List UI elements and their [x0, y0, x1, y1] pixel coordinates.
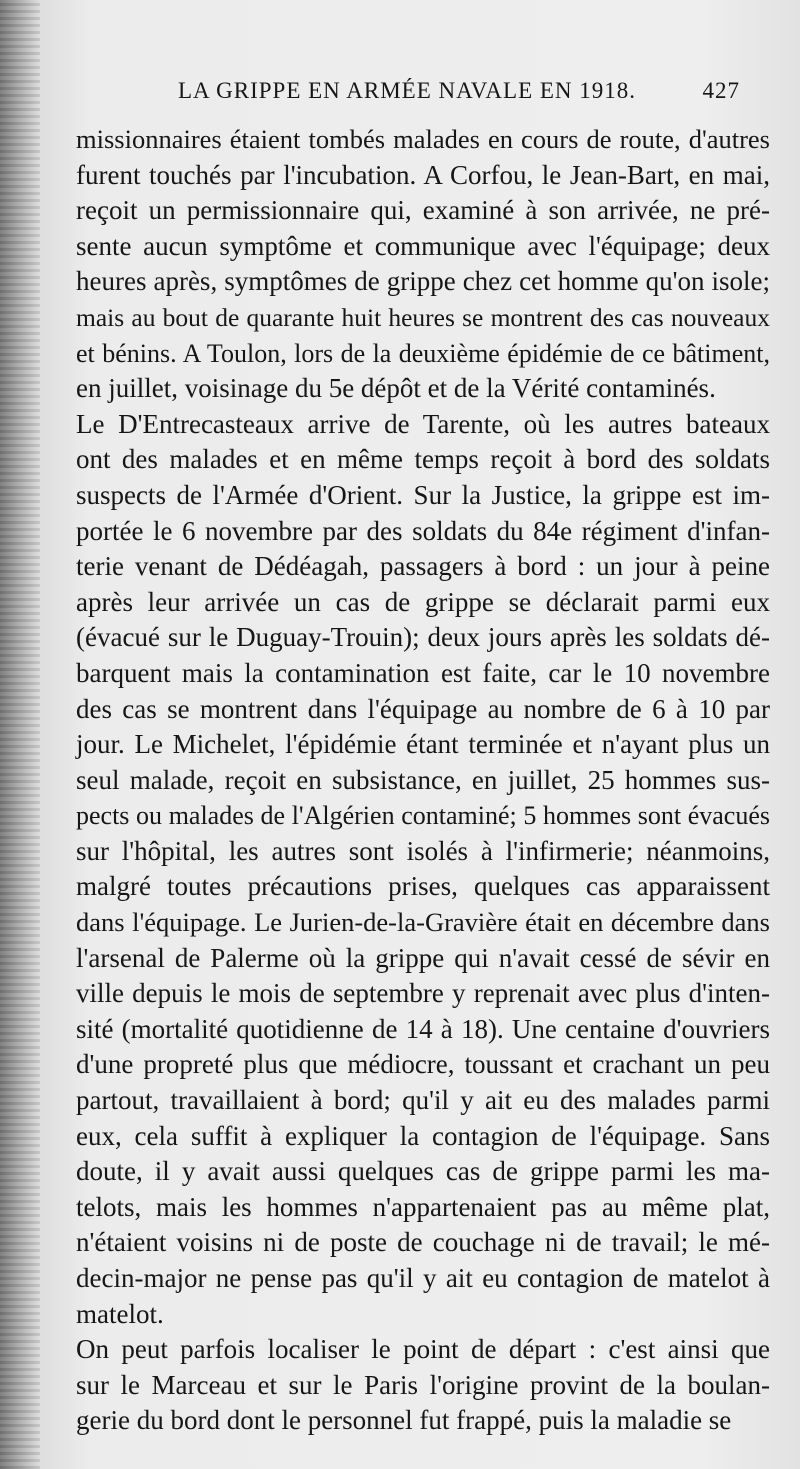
text-line: matelot.	[76, 1298, 164, 1329]
text-line: doute, il y avait aussi quelques cas de grippe parmi les ma-	[76, 1156, 770, 1187]
text-line: ont des malades et en même temps reçoit à bord des soldats	[76, 444, 770, 475]
text-line: reçoit un permissionnaire qui, examiné à son arrivée, ne pré-	[76, 195, 770, 226]
text-line: des cas se montrent dans l'équipage au nombre de 6 à 10 par	[76, 693, 770, 724]
text-line: Le D'Entrecasteaux arrive de Tarente, où les autres bateaux	[76, 408, 770, 439]
text-line: n'étaient voisins ni de poste de couchage ni de travail; le mé-	[76, 1227, 770, 1258]
text-line: dans l'équipage. Le Jurien-de-la-Gravière était en décembre dans	[76, 907, 770, 938]
text-line: portée le 6 novembre par des soldats du 84e régiment d'infan-	[76, 515, 770, 546]
text-line: et bénins. A Toulon, lors de la deuxième épidémie de ce bâtiment,	[76, 338, 770, 368]
text-line: furent touchés par l'incubation. A Corfou, le Jean-Bart, en mai,	[76, 159, 770, 190]
text-line: mais au bout de quarante huit heures se montrent des cas nouveaux	[76, 302, 770, 332]
text-line: l'arsenal de Palerme où la grippe qui n'avait cessé de sévir en	[76, 942, 770, 973]
paragraph-1	[44, 122, 770, 407]
text-line: (évacué sur le Duguay-Trouin); deux jours après les soldats dé-	[76, 622, 770, 653]
paragraph-2	[44, 407, 770, 1332]
text-line: d'une propreté plus que médiocre, toussant et crachant un peu	[76, 1049, 770, 1080]
text-line: partout, travaillaient à bord; qu'il y ait eu des malades parmi	[76, 1085, 770, 1116]
running-header	[150, 78, 740, 114]
text-line: eux, cela suffit à expliquer la contagion de l'équipage. Sans	[76, 1120, 770, 1151]
text-line: jour. Le Michelet, l'épidémie étant terminée et n'ayant plus un	[76, 729, 770, 760]
text-line: seul malade, reçoit en subsistance, en juillet, 25 hommes sus-	[76, 764, 770, 795]
text-line: ville depuis le mois de septembre y reprenait avec plus d'inten-	[76, 978, 770, 1009]
text-line: gerie du bord dont le personnel fut frappé, puis la maladie se	[76, 1405, 732, 1436]
text-line: malgré toutes précautions prises, quelques cas apparaissent	[76, 871, 770, 902]
page-number: 427	[702, 78, 740, 103]
text-line: heures après, symptômes de grippe chez cet homme qu'on isole;	[76, 266, 770, 297]
running-title: LA GRIPPE EN ARMÉE NAVALE EN 1918.	[178, 78, 637, 103]
text-line: pects ou malades de l'Algérien contaminé; 5 hommes sont évacués	[76, 801, 770, 831]
text-line: en juillet, voisinage du 5e dépôt et de la Vérité contaminés.	[76, 373, 716, 404]
text-line: sur l'hôpital, les autres sont isolés à l'infirmerie; néanmoins,	[76, 835, 770, 866]
text-line: missionnaires étaient tombés malades en cours de route, d'autres	[76, 124, 770, 154]
text-line: sité (mortalité quotidienne de 14 à 18). Une centaine d'ouvriers	[76, 1013, 770, 1044]
text-line: barquent mais la contamination est faite, car le 10 novembre	[76, 657, 770, 688]
text-line: telots, mais les hommes n'appartenaient pas au même plat,	[76, 1191, 770, 1222]
text-line: après leur arrivée un cas de grippe se déclarait parmi eux	[76, 586, 770, 617]
text-line: suspects de l'Armée d'Orient. Sur la Justice, la grippe est im-	[76, 479, 770, 510]
body-text	[44, 122, 770, 1439]
text-line: decin-major ne pense pas qu'il y ait eu contagion de matelot à	[76, 1263, 770, 1293]
text-line: On peut parfois localiser le point de départ : c'est ainsi que	[76, 1334, 770, 1365]
text-line: terie venant de Dédéagah, passagers à bord : un jour à peine	[76, 551, 770, 582]
paragraph-3	[44, 1332, 770, 1439]
text-line: sur le Marceau et sur le Paris l'origine provint de la boulan-	[76, 1369, 770, 1400]
text-line: sente aucun symptôme et communique avec l'équipage; deux	[76, 230, 770, 261]
